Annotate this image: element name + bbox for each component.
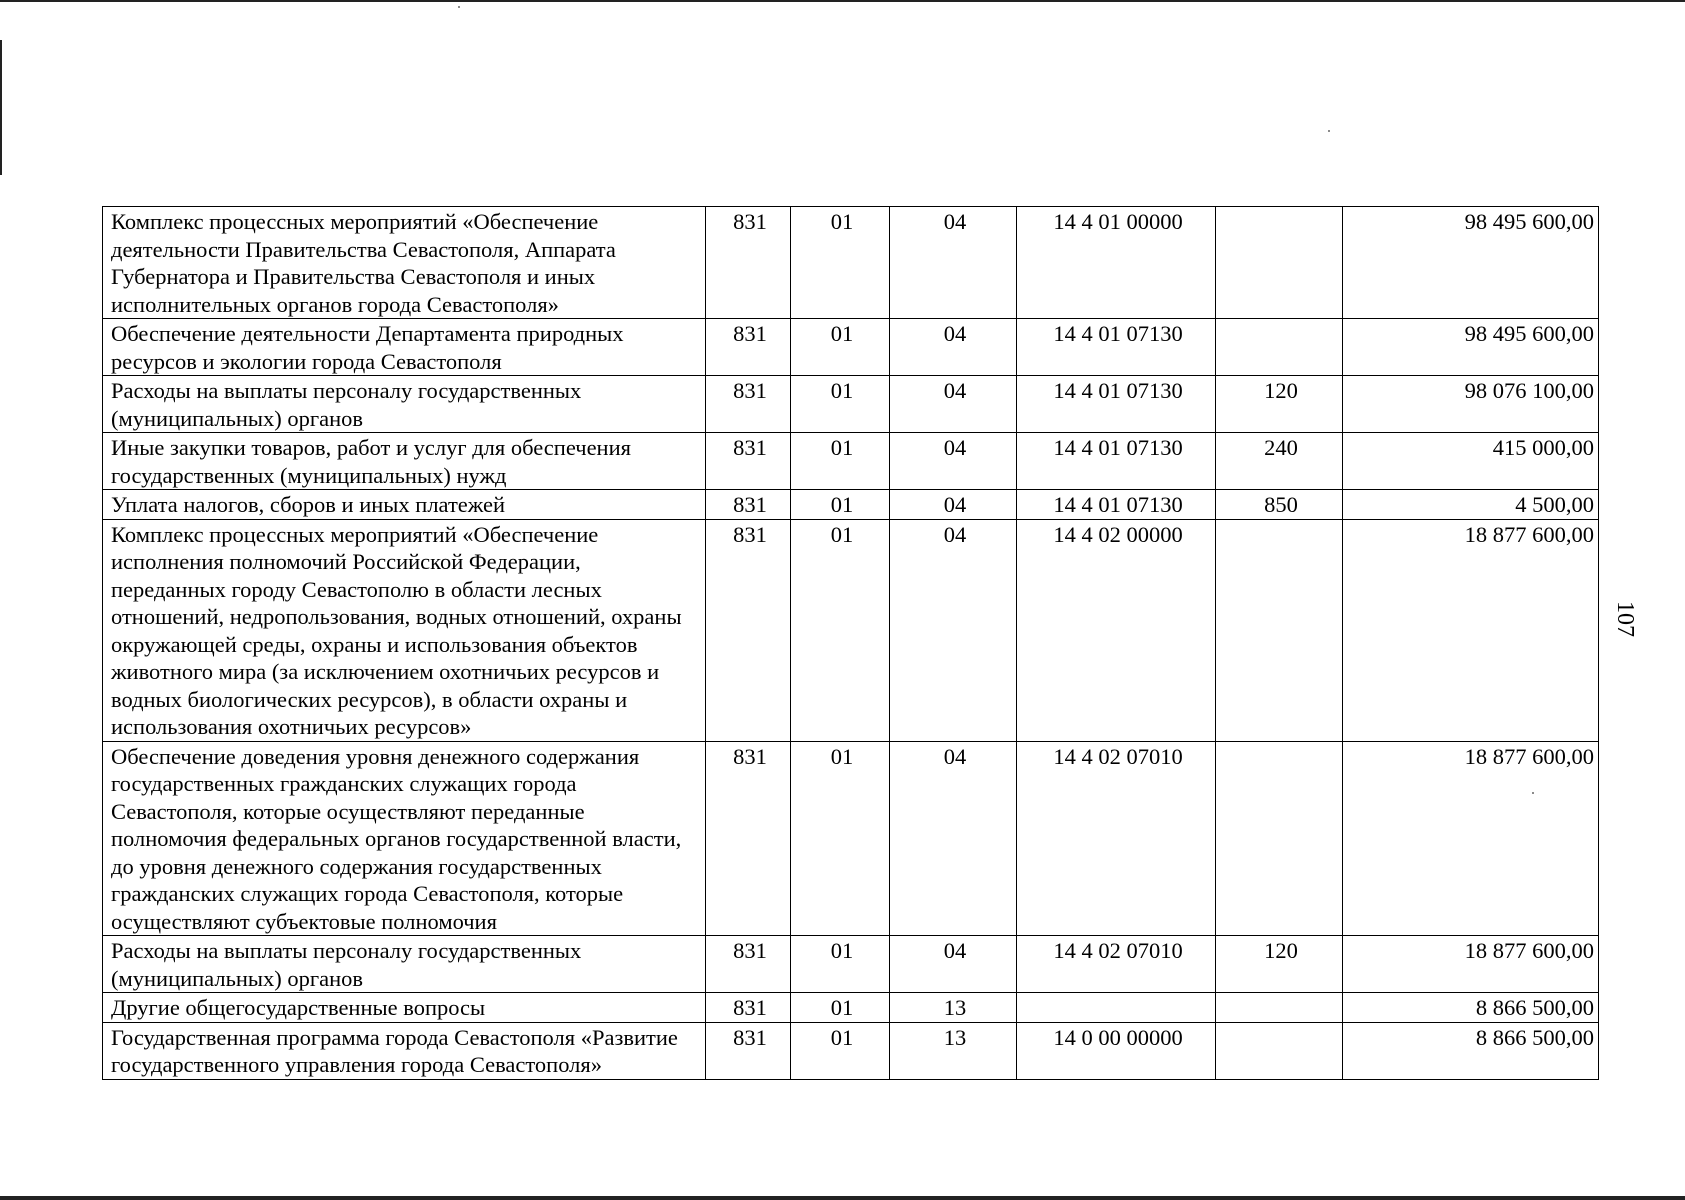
row-pr: 04 <box>890 207 1017 319</box>
row-rz: 01 <box>791 433 890 490</box>
row-glava: 831 <box>706 519 791 741</box>
row-name: Расходы на выплаты персоналу государственных (муниципальных) органов <box>103 376 706 433</box>
row-csr: 14 4 02 00000 <box>1017 519 1216 741</box>
scan-speck <box>458 6 460 8</box>
row-name: Комплекс процессных мероприятий «Обеспечение деятельности Правительства Севастополя, Аппарата Губернатора и Правительства Севастополя и иных исполнительных органов города Севастополя» <box>103 207 706 319</box>
row-vr <box>1216 207 1343 319</box>
row-pr: 04 <box>890 433 1017 490</box>
row-glava: 831 <box>706 741 791 936</box>
row-vr <box>1216 319 1343 376</box>
table-row <box>103 741 1599 936</box>
row-vr <box>1216 741 1343 936</box>
row-rz: 01 <box>791 376 890 433</box>
row-glava: 831 <box>706 319 791 376</box>
page-number: 107 <box>1612 601 1638 637</box>
row-sum: 18 877 600,00 <box>1343 741 1599 936</box>
row-vr: 120 <box>1216 376 1343 433</box>
row-pr: 04 <box>890 319 1017 376</box>
row-pr: 04 <box>890 490 1017 520</box>
row-glava: 831 <box>706 936 791 993</box>
table-row <box>103 519 1599 741</box>
row-sum: 8 866 500,00 <box>1343 993 1599 1023</box>
row-pr: 13 <box>890 993 1017 1023</box>
row-vr: 120 <box>1216 936 1343 993</box>
row-glava: 831 <box>706 1022 791 1079</box>
row-sum: 18 877 600,00 <box>1343 936 1599 993</box>
scan-speck <box>1328 130 1330 132</box>
row-rz: 01 <box>791 490 890 520</box>
row-name: Обеспечение деятельности Департамента природных ресурсов и экологии города Севастополя <box>103 319 706 376</box>
row-csr: 14 4 01 00000 <box>1017 207 1216 319</box>
row-glava: 831 <box>706 207 791 319</box>
row-glava: 831 <box>706 433 791 490</box>
table-row <box>103 319 1599 376</box>
table-row <box>103 490 1599 520</box>
scan-edge-left <box>0 40 2 175</box>
table-row <box>103 376 1599 433</box>
row-vr: 240 <box>1216 433 1343 490</box>
row-vr: 850 <box>1216 490 1343 520</box>
table-row <box>103 207 1599 319</box>
row-name: Государственная программа города Севастополя «Развитие государственного управления города Севастополя» <box>103 1022 706 1079</box>
table-row <box>103 433 1599 490</box>
row-name: Иные закупки товаров, работ и услуг для обеспечения государственных (муниципальных) нужд <box>103 433 706 490</box>
row-name: Другие общегосударственные вопросы <box>103 993 706 1023</box>
row-sum: 8 866 500,00 <box>1343 1022 1599 1079</box>
row-csr: 14 4 01 07130 <box>1017 433 1216 490</box>
row-rz: 01 <box>791 319 890 376</box>
row-csr: 14 4 02 07010 <box>1017 936 1216 993</box>
table-row <box>103 1022 1599 1079</box>
row-pr: 04 <box>890 376 1017 433</box>
row-rz: 01 <box>791 1022 890 1079</box>
scan-edge-bottom <box>0 1196 1685 1200</box>
row-csr: 14 4 01 07130 <box>1017 490 1216 520</box>
row-csr: 14 0 00 00000 <box>1017 1022 1216 1079</box>
row-glava: 831 <box>706 490 791 520</box>
row-rz: 01 <box>791 993 890 1023</box>
budget-table <box>102 206 1599 1080</box>
row-glava: 831 <box>706 993 791 1023</box>
row-rz: 01 <box>791 519 890 741</box>
row-sum: 98 076 100,00 <box>1343 376 1599 433</box>
row-csr: 14 4 01 07130 <box>1017 319 1216 376</box>
row-name: Обеспечение доведения уровня денежного содержания государственных гражданских служащих города Севастополя, которые осуществляют переданные полномочия федеральных органов государственной власти, до уровня денежного содержания государственных гражданских служащих города Севастополя, которые осуществляют субъектовые полномочия <box>103 741 706 936</box>
row-pr: 04 <box>890 936 1017 993</box>
row-rz: 01 <box>791 936 890 993</box>
row-rz: 01 <box>791 207 890 319</box>
row-sum: 98 495 600,00 <box>1343 319 1599 376</box>
row-vr <box>1216 1022 1343 1079</box>
table-row <box>103 993 1599 1023</box>
row-vr <box>1216 993 1343 1023</box>
row-pr: 13 <box>890 1022 1017 1079</box>
row-sum: 415 000,00 <box>1343 433 1599 490</box>
row-rz: 01 <box>791 741 890 936</box>
row-sum: 4 500,00 <box>1343 490 1599 520</box>
row-vr <box>1216 519 1343 741</box>
row-csr <box>1017 993 1216 1023</box>
table-row <box>103 936 1599 993</box>
row-name: Уплата налогов, сборов и иных платежей <box>103 490 706 520</box>
row-pr: 04 <box>890 741 1017 936</box>
row-glava: 831 <box>706 376 791 433</box>
row-sum: 98 495 600,00 <box>1343 207 1599 319</box>
row-sum: 18 877 600,00 <box>1343 519 1599 741</box>
row-name: Комплекс процессных мероприятий «Обеспечение исполнения полномочий Российской Федерации, переданных городу Севастополю в области лесных отношений, недропользования, водных отношений, охраны окружающей среды, охраны и использования объектов животного мира (за исключением охотничьих ресурсов и водных биологических ресурсов), в области охраны и использования охотничьих ресурсов» <box>103 519 706 741</box>
row-pr: 04 <box>890 519 1017 741</box>
scan-edge-top <box>0 0 1685 2</box>
row-csr: 14 4 02 07010 <box>1017 741 1216 936</box>
row-name: Расходы на выплаты персоналу государственных (муниципальных) органов <box>103 936 706 993</box>
row-csr: 14 4 01 07130 <box>1017 376 1216 433</box>
